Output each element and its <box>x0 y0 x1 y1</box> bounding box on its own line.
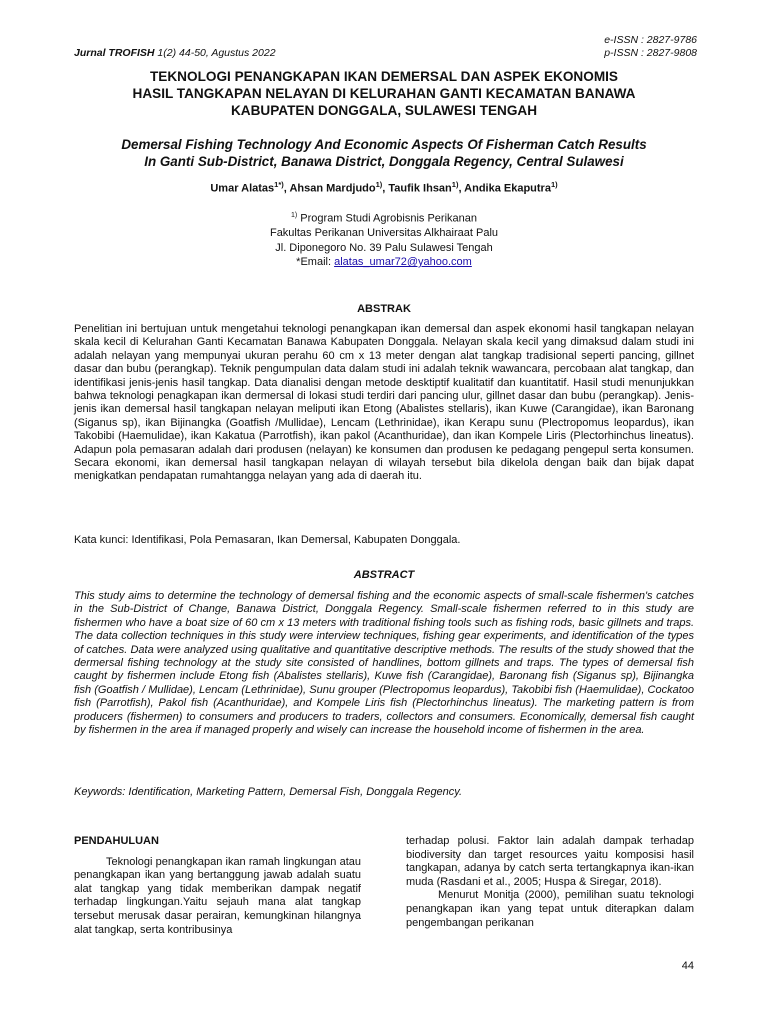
abstract-body: This study aims to determine the technology of demersal fishing and the economic aspects of small-scale fishermen's catches in the Sub-District of Change, Banawa District, Donggala Regency. Small-scale fishermen referred to in this study are fishermen who have a boat size of 60 cm x 13 meters with traditional fishing tools such as fishing rods, basic gillnets and traps. The data collection techniques in this study were interview techniques, fishing gear experiments, and identification of the types of catches. Data were analyzed using qualitative and quantitative descriptive methods. The results of the study showed that the dermersal fishing technology at the study site consisted of handlines, bottom gillnets and traps. The types of demersal fish caught by fishermen include Etong fish (Abalistes stellaris), Kuwe fish (Carangidae), Baronang fish (Siganus sp), Bijinangka fish (Goatfish / Mullidae), Lencam (Lethrinidae), Sunu grouper (Plectropomus leopardus), Takobibi fish (Haemulidae), Cockatoo fish (Parrotfish), Pakol fish (Acanthuridae), and Kompele Liris fish (Plectorhinchus lineatus). The marketing pattern is from producers (fishermen) to consumers and producers to traders, collectors and consumers. Economically, demersal fish caught by fishermen in the area if managed properly and wisely can increase the household income of fishermen in the area. <box>74 590 694 737</box>
intro-left-paragraph: Teknologi penangkapan ikan ramah lingkungan atau penangkapan ikan yang bertanggung jawab adalah suatu alat tangkap yang tidak memberikan dampak negatif terhadap lingkungan.Yaitu sejauh mana alat tangkap tersebut merusak dasar perairan, kemungkinan hilangnya alat tangkap, serta kontribusinya <box>74 855 361 936</box>
abstrak-keywords: Kata kunci: Identifikasi, Pola Pemasaran, Ikan Demersal, Kabupaten Donggala. <box>74 534 461 546</box>
abstrak-body: Penelitian ini bertujuan untuk mengetahui teknologi penangkapan ikan demersal dan aspek ekonomi hasil tangkapan nelayan skala kecil di Kelurahan Ganti Kecamatan Banawa Kabupaten Donggala. Nelayan skala kecil yang dimaksud dalam studi ini adalah nelayan yang mempunyai ukuran perahu 60 cm x 13 meter dengan alat tangkap tradisional seperti pancing, gillnet dasar dan bubu (perangkap). Teknik pengumpulan data dalam studi ini adalah teknik wawancara, percobaan alat tangkap, dan identifikasi jenis-jenis hasil tangkap. Data dianalisi dengan metode desktiptif kualitatif dan kuantitatif. Hasil studi menunjukkan bahwa teknologi penagkapan ikan dermersal di lokasi studi terdiri dari pancing ulur, gillnet dasar dan bubu (perangkap). Jenis-jenis ikan demersal hasil tangkapan nelayan meliputi ikan Etong (Abalistes stellaris), ikan Kuwe (Carangidae), ikan Baronang (Siganus sp), ikan Bijinangka (Goatfish /Mullidae), Lencam (Lethrinidae), ikan Kerapu sunu (Plectropomus leopardus), ikan Takobibi (Haemulidae), ikan Kakatua (Parrotfish), ikan pakol (Acanthuridae), dan ikan Kompele Liris (Plectorhinchus lineatus). Adapun pola pemasaran adalah dari produsen (nelayan) ke konsumen dan produsen ke pedagang pengepul serta konsumen. Secara ekonomi, ikan demersal hasil tangkapan nelayan di wilayah tersebut bila dikelola dengan baik dan bijak dapat menigkatkan pendapatan rumahtangga nelayan yang ada di daerah itu. <box>74 323 694 483</box>
title-indonesian <box>74 68 694 119</box>
journal-name: Jurnal TROFISH <box>74 47 155 59</box>
intro-right-paragraph-2: Menurut Monitja (2000), pemilihan suatu teknologi penangkapan ikan yang tepat untuk diterapkan dalam pengembangan perikanan <box>406 889 694 929</box>
journal-citation <box>74 47 276 59</box>
intro-heading: PENDAHULUAN <box>74 835 159 847</box>
email-line <box>74 255 694 270</box>
affiliation-line-1: $^{1)}$ Program Studi Agrobisnis Perikanan <box>291 212 477 225</box>
affiliation-sup: 1) <box>291 212 298 219</box>
author-2: , Ahsan Mardjudo <box>283 182 376 195</box>
intro-right-paragraph-1: terhadap polusi. Faktor lain adalah dampak terhadap biodiversity dan target resources yaitu komposisi hasil tangkapan, adanya by catch serta tertangkapnya ikan-ikan muda (Rasdani et al., 2005; Huspa & Siregar, 2018). <box>406 835 694 888</box>
intro-left-column <box>74 835 361 937</box>
author-4-affil: 1) <box>550 180 558 189</box>
issn-block <box>604 34 697 60</box>
journal-issue: 1(2) 44-50, Agustus 2022 <box>154 47 276 59</box>
email-link[interactable]: alatas_umar72@yahoo.com <box>334 256 472 269</box>
author-4: , Andika Ekaputra <box>458 182 551 195</box>
title-id-line-1: TEKNOLOGI PENANGKAPAN IKAN DEMERSAL DAN ASPEK EKONOMIS <box>149 69 618 84</box>
author-3: , Taufik Ihsan <box>382 182 452 195</box>
title-english <box>74 136 694 170</box>
author-2-affil: 1) <box>375 180 383 189</box>
title-id-line-2: HASIL TANGKAPAN NELAYAN DI KELURAHAN GANTI KECAMATAN BANAWA <box>132 86 636 101</box>
pissn: p-ISSN : 2827-9808 <box>604 47 697 59</box>
title-en-line-1: Demersal Fishing Technology And Economic Aspects Of Fisherman Catch Results <box>121 137 647 152</box>
author-list <box>74 180 694 195</box>
affiliation-line-3: Jl. Diponegoro No. 39 Palu Sulawesi Tengah <box>275 241 493 254</box>
title-en-line-2: In Ganti Sub-District, Banawa District, Donggala Regency, Central Sulawesi <box>144 154 624 169</box>
author-3-affil: 1) <box>451 180 459 189</box>
abstract-heading: ABSTRACT <box>353 569 415 581</box>
intro-right-column <box>406 835 694 930</box>
title-id-line-3: KABUPATEN DONGGALA, SULAWESI TENGAH <box>230 103 538 118</box>
abstrak-heading: ABSTRAK <box>357 303 411 315</box>
abstract-keywords: Keywords: Identification, Marketing Pattern, Demersal Fish, Donggala Regency. <box>74 786 463 798</box>
eissn: e-ISSN : 2827-9786 <box>604 34 697 46</box>
author-1-affil: 1*) <box>274 180 284 189</box>
author-1: Umar Alatas <box>210 182 275 195</box>
email-label: *Email: <box>296 256 335 269</box>
affiliation-block <box>74 209 694 270</box>
affiliation-line-2: Fakultas Perikanan Universitas Alkhairaat Palu <box>269 227 499 240</box>
page-number: 44 <box>681 960 694 972</box>
